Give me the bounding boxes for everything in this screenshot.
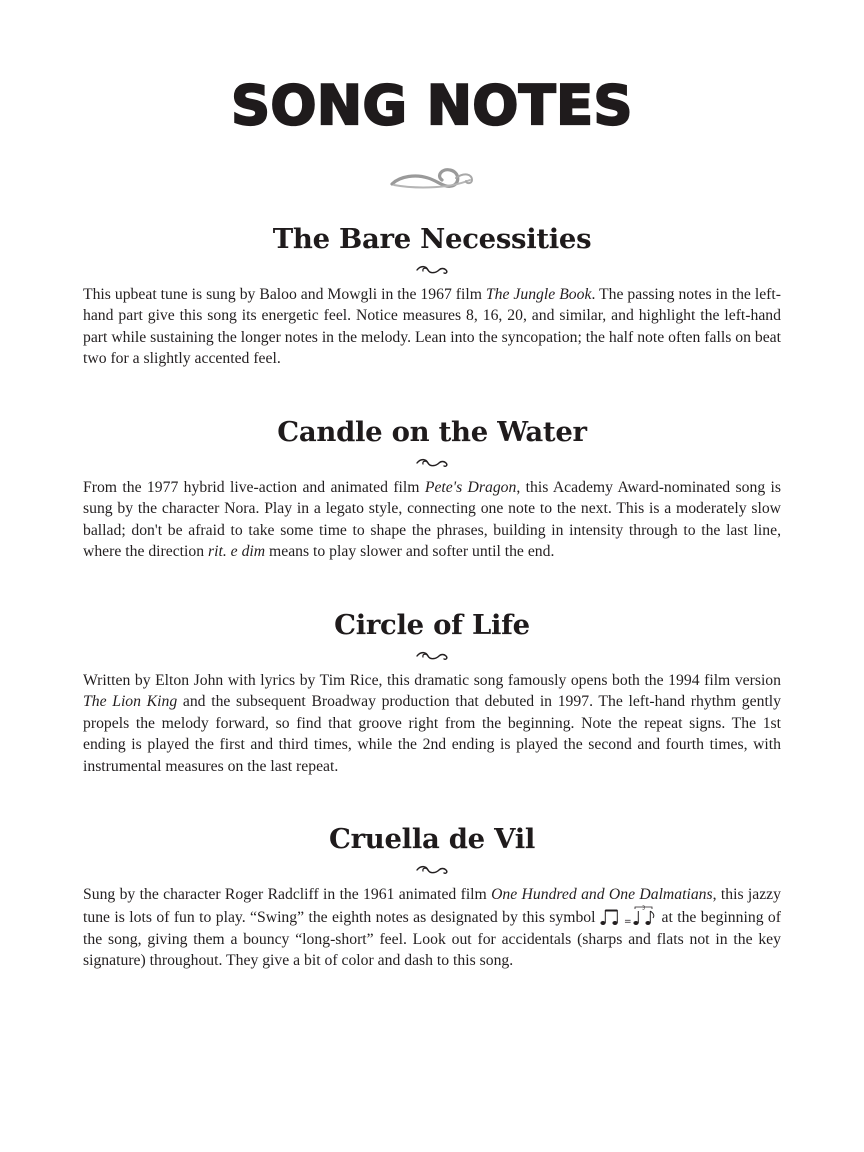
section-bare-necessities <box>83 221 781 370</box>
small-scroll-flourish-icon <box>414 862 450 876</box>
section-body: From the 1977 hybrid live-action and animated film Pete's Dragon, this Academy Award-nominated song is sung by the character Nora. Play in a legato style, connecting one note to the next. This is a moderately slow ballad; don't be afraid to take some time to shape the phrases, building in intensity through to the last line, where the direction rit. e dim means to play slower and softer until the end. <box>83 479 781 561</box>
swing-eighths-notation-icon <box>600 905 658 927</box>
section-heading: Cruella de Vil <box>329 823 535 855</box>
film-title: One Hundred and One Dalmatians <box>491 886 713 903</box>
small-scroll-flourish-icon <box>414 648 450 662</box>
small-scroll-flourish-icon <box>414 262 450 276</box>
film-title: The Lion King <box>83 693 178 711</box>
swing-triplet-number: 3 <box>641 905 645 912</box>
section-body: This upbeat tune is sung by Baloo and Mowgli in the 1967 film The Jungle Book. The passing notes in the left-hand part give this song its energetic feel. Notice measures 8, 16, 20, and similar, and highlight the left-hand part while sustaining the longer notes in the melody. Lean into the syncopation; the half note often falls on beat two for a slightly accented feel. <box>83 286 781 368</box>
section-heading: Candle on the Water <box>277 416 587 448</box>
section-body: Sung by the character Roger Radcliff in the 1961 animated film One Hundred and One Dalmatians, this jazzy tune is lots of fun to play. “Swing” the eighth notes as designated by this symbol = 3 at the beginning of the song, giving them a bouncy “long-short” feel. Look out for accidentals (sharps and flats not in the key signature) throughout. They give a bit of color and dash to this song. <box>83 886 782 970</box>
swing-equals-sign: = <box>623 917 632 928</box>
section-circle-of-life <box>83 607 781 777</box>
section-cruella-de-vil <box>83 821 781 972</box>
section-heading: Circle of Life <box>334 609 530 641</box>
small-scroll-flourish-icon <box>414 455 450 469</box>
film-title: Pete's Dragon <box>424 479 517 496</box>
scroll-flourish-icon <box>386 158 478 194</box>
page-title: SONG NOTES <box>231 74 633 137</box>
section-candle-on-the-water <box>83 414 781 563</box>
section-body: Written by Elton John with lyrics by Tim Rice, this dramatic song famously opens both the 1994 film version The Lion King and the subsequent Broadway production that debuted in 1997. The left-hand rhythm gently propels the melody forward, so find that groove right from the beginning. Note the repeat signs. The 1st ending is played the first and third times, while the 2nd ending is played the second and fourth times, with instrumental measures on the last repeat. <box>83 672 782 775</box>
film-title: The Jungle Book <box>485 286 592 303</box>
musical-direction: rit. e dim <box>208 543 266 561</box>
section-heading: The Bare Necessities <box>272 223 592 255</box>
